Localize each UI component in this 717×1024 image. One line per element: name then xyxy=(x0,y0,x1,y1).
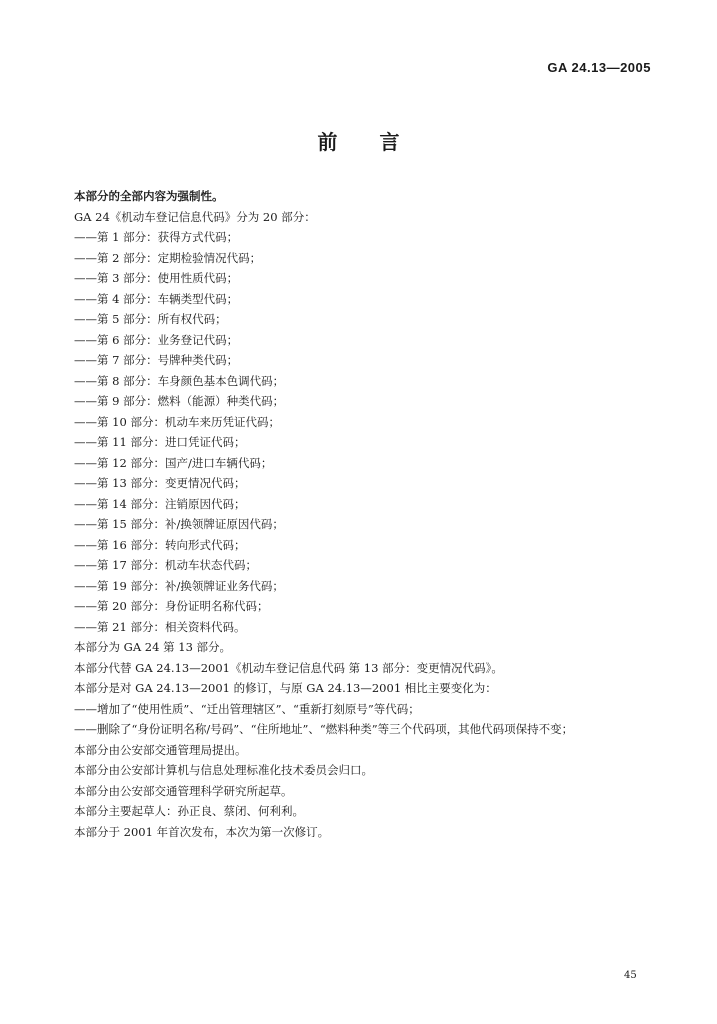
part-list-item: ——第 13 部分：变更情况代码； xyxy=(74,476,246,490)
publication-statement: 本部分于 2001 年首次发布，本次为第一次修订。 xyxy=(74,824,330,839)
page-title: 前言 xyxy=(317,130,442,154)
part-list-item: ——第 21 部分：相关资料代码。 xyxy=(74,619,246,634)
part-list-item: ——第 14 部分：注销原因代码； xyxy=(74,496,246,511)
revision-statement: 本部分是对 GA 24.13—2001 的修订，与原 GA 24.13—2001 相比主要变化为： xyxy=(74,681,497,695)
part-list-item: ——第 3 部分：使用性质代码； xyxy=(74,271,239,285)
part-list-item: ——第 2 部分：定期检验情况代码； xyxy=(74,250,262,265)
proposer-statement: 本部分由公安部交通管理局提出。 xyxy=(74,742,247,757)
drafter-statement: 本部分由公安部交通管理科学研究所起草。 xyxy=(74,783,293,798)
parts-intro: GA 24《机动车登记信息代码》分为 20 部分： xyxy=(74,209,316,224)
part-list-item: ——第 10 部分：机动车来历凭证代码； xyxy=(74,414,280,429)
part-list-item: ——第 20 部分：身份证明名称代码； xyxy=(74,599,269,613)
part-list-item: ——第 7 部分：号牌种类代码； xyxy=(74,353,239,367)
part-list-item: ——第 1 部分：获得方式代码； xyxy=(74,230,239,244)
change-item: ——删除了“身份证明名称/号码”、“住所地址”、“燃料种类”等三个代码项，其他代码项保持不变； xyxy=(74,722,574,736)
part-list-item: ——第 9 部分：燃料（能源）种类代码； xyxy=(74,394,285,408)
part-list-item: ——第 4 部分：车辆类型代码； xyxy=(74,291,239,306)
part-list-item: ——第 6 部分：业务登记代码； xyxy=(74,332,239,347)
authors-statement: 本部分主要起草人：孙正良、蔡闭、何利利。 xyxy=(74,804,304,818)
part-list-item: ——第 19 部分：补/换领牌证业务代码； xyxy=(74,578,284,593)
part-list-item: ——第 11 部分：进口凭证代码； xyxy=(74,435,246,449)
standard-code: GA 24.13—2005 xyxy=(547,60,651,75)
centralized-statement: 本部分由公安部计算机与信息处理标准化技术委员会归口。 xyxy=(74,763,373,777)
part-list-item: ——第 12 部分：国产/进口车辆代码； xyxy=(74,455,273,470)
part-statement: 本部分为 GA 24 第 13 部分。 xyxy=(74,640,232,654)
page-number: 45 xyxy=(624,970,637,981)
part-list-item: ——第 17 部分：机动车状态代码； xyxy=(74,558,257,572)
part-list-item: ——第 15 部分：补/换领牌证原因代码； xyxy=(74,517,284,531)
part-list-item: ——第 16 部分：转向形式代码； xyxy=(74,537,246,552)
part-list-item: ——第 8 部分：车身颜色基本色调代码； xyxy=(74,373,285,388)
change-item: ——增加了“使用性质”、“迁出管理辖区”、“重新打刻原号”等代码； xyxy=(74,701,420,716)
supersedes-statement: 本部分代替 GA 24.13—2001《机动车登记信息代码 第 13 部分：变更情况代码》。 xyxy=(74,660,503,675)
foreword-body xyxy=(74,186,654,842)
part-list-item: ——第 5 部分：所有权代码； xyxy=(74,312,227,326)
mandatory-statement: 本部分的全部内容为强制性。 xyxy=(74,189,224,203)
